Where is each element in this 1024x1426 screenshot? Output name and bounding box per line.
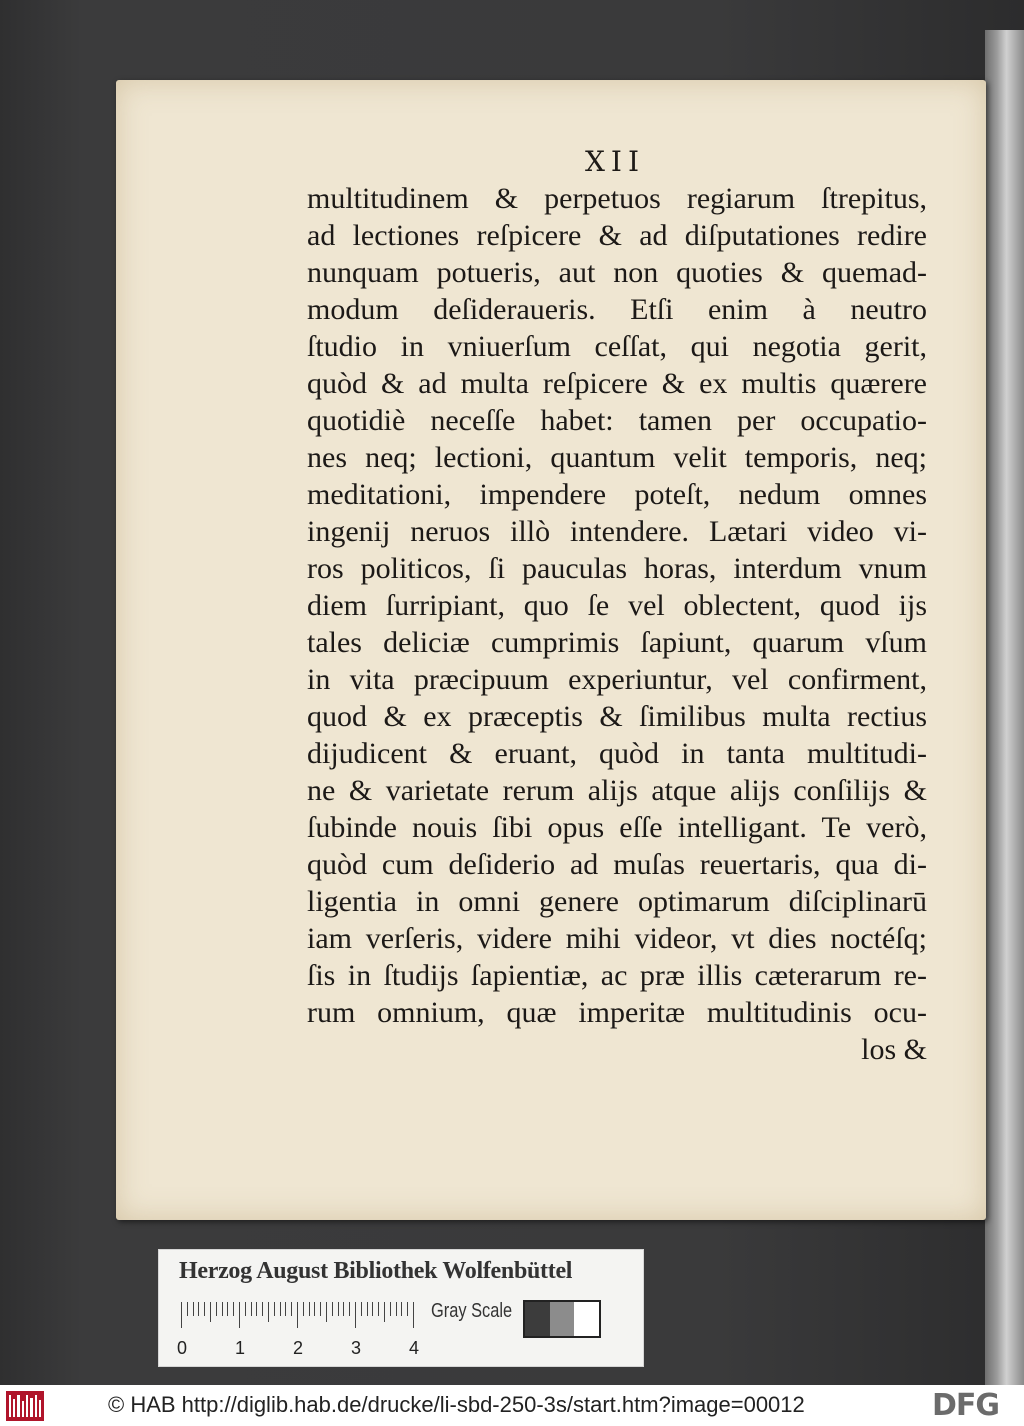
hab-barcode-logo-icon [6,1391,44,1421]
gray-scale-swatches [523,1300,601,1338]
text-line: ſtudio in vniuerſum ceſſat, qui negotia gerit, [307,330,927,363]
ruler-tick [198,1302,199,1316]
ruler-tick [343,1302,344,1316]
ruler-tick [396,1302,397,1316]
ruler-tick [332,1302,333,1316]
gray-swatch [574,1302,599,1336]
text-line: modum deſideraueris. Etſi enim à neutro [307,293,927,326]
ruler-tick [314,1302,315,1316]
ruler-tick [280,1302,281,1316]
ruler-tick [204,1302,205,1316]
gray-swatch [550,1302,575,1336]
text-line: ne & varietate rerum alijs atque alijs conſilijs & [307,774,927,807]
library-title: Herzog August Bibliothek Wolfenbüttel [179,1258,573,1284]
text-line: quod & ex præceptis & ſimilibus multa rectius [307,700,927,733]
ruler-tick [338,1302,339,1316]
ruler-tick [227,1302,228,1316]
ruler-tick [268,1302,269,1322]
text-line: diem ſurripiant, quo ſe vel oblectent, quod ijs [307,589,927,622]
dfg-logo: DFG [932,1388,1000,1423]
text-line: nes neq; lectioni, quantum velit temporis, neq; [307,441,927,474]
text-line: ligentia in omni genere optimarum diſciplinarū [307,885,927,918]
ruler-tick [361,1302,362,1316]
gray-scale-label: Gray Scale [431,1300,513,1322]
ruler-label: 3 [351,1338,362,1358]
text-line: ros politicos, ſi pauculas horas, interdum vnum [307,552,927,585]
ruler-tick [384,1302,385,1322]
ruler-tick [320,1302,321,1316]
text-line: tales deliciæ cumprimis ſapiunt, quarum vſum [307,626,927,659]
calibration-card [158,1249,644,1367]
ruler-tick [309,1302,310,1316]
text-line: iam verſeris, videre mihi videor, vt dies noctéſq; [307,922,927,955]
ruler-label: 1 [235,1338,246,1358]
text-line: quotidiè neceſſe habet: tamen per occupatio- [307,404,927,437]
ruler-label: 0 [177,1338,188,1358]
ruler-tick [413,1302,414,1328]
text-line: multitudinem & perpetuos regiarum ſtrepitus, [307,182,927,215]
ruler-tick [378,1302,379,1316]
text-block [307,180,927,1068]
ruler-tick [251,1302,252,1316]
ruler-tick [367,1302,368,1316]
footer-link[interactable]: © HAB http://diglib.hab.de/drucke/li-sbd-250-3s/start.htm?image=00012 [108,1392,805,1417]
ruler-tick [326,1302,327,1322]
ruler-label: 4 [409,1338,420,1358]
footer-bar [0,1385,1024,1426]
ruler-tick [303,1302,304,1316]
gray-swatch [525,1302,550,1336]
ruler-tick [355,1302,356,1328]
page-number: XII [584,145,646,178]
ruler-tick [297,1302,298,1328]
ruler-tick [187,1302,188,1316]
ruler-tick [262,1302,263,1316]
ruler-tick [239,1302,240,1328]
text-line: quòd & ad multa reſpicere & ex multis quærere [307,367,927,400]
text-line: ad lectiones reſpicere & ad diſputationes redire [307,219,927,252]
ruler-tick [285,1302,286,1316]
ruler-tick [193,1302,194,1316]
ruler-tick [245,1302,246,1316]
ruler-tick [401,1302,402,1316]
text-line: rum omnium, quæ imperitæ multitudinis ocu- [307,996,927,1029]
ruler-tick [233,1302,234,1316]
ruler-labels [177,1338,447,1362]
ruler-tick [256,1302,257,1316]
text-line: ingenij neruos illò intendere. Lætari video vi- [307,515,927,548]
text-line: ſis in ſtudijs ſapientiæ, ac præ illis cæterarum re- [307,959,927,992]
ruler-tick [349,1302,350,1316]
ruler-tick [181,1302,182,1328]
ruler-label: 2 [293,1338,304,1358]
ruler-tick [222,1302,223,1316]
text-line: ſubinde nouis ſibi opus eſſe intelligant. Te verò, [307,811,927,844]
ruler-tick [407,1302,408,1316]
ruler-tick [390,1302,391,1316]
text-line: in vita præcipuum experiuntur, vel confirment, [307,663,927,696]
text-line: dijudicent & eruant, quòd in tanta multitudi- [307,737,927,770]
ruler-tick [372,1302,373,1316]
text-line: meditationi, impendere poteſt, nedum omnes [307,478,927,511]
book-spine [985,30,1024,1385]
text-line: quòd cum deſiderio ad muſas reuertaris, qua di- [307,848,927,881]
text-line: los & [861,1033,927,1066]
ruler-tick [216,1302,217,1316]
measuring-ruler [181,1302,417,1328]
text-line: nunquam potueris, aut non quoties & quemad- [307,256,927,289]
ruler-tick [274,1302,275,1316]
ruler-tick [291,1302,292,1316]
ruler-tick [210,1302,211,1322]
